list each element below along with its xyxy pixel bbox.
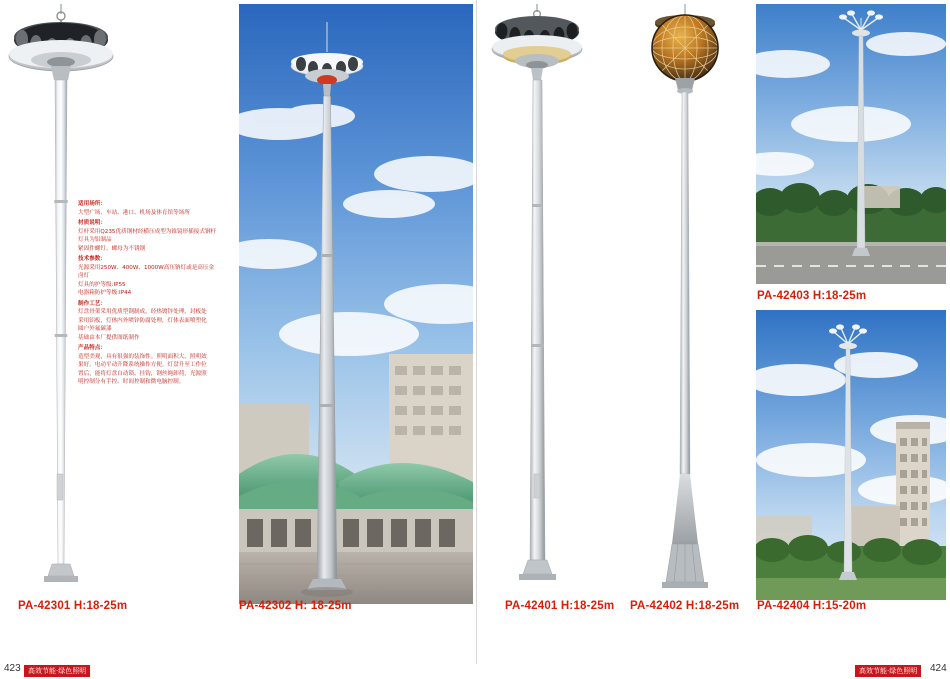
product-figure-pa-42401 — [482, 4, 622, 604]
spec-param-line4: 电器箱防护等级:IP44 — [78, 290, 132, 296]
spec-application-body: 大型广场、车站、港口、机场及体育馆等场所 — [78, 209, 190, 216]
spec-feature-line2: 果好。电动平动升降系统操作方便。灯盘升至工作位 — [78, 362, 207, 368]
spec-feature-line3: 置后，能将灯盘自动锁、挂钩，钢丝绳卸荷，光源照 — [78, 370, 207, 377]
spec-process-line2: 采用铝板，灯体内外喷锌防腐处理，灯体表面喷塑化 — [78, 317, 207, 324]
page-number-left: 423 — [4, 663, 21, 674]
footer-tagline-right: 高效节能·绿色照明 — [855, 665, 921, 677]
spec-feature-line1: 造型美观，具有很强的装饰性。照明面积大，照明效 — [78, 353, 207, 360]
caption-pa-42401: PA-42401 H:18-25m — [505, 600, 615, 612]
spec-material-line1: 灯杆采用Q235优质钢材经横压成型为锥镜形插接式钢杆 — [78, 228, 217, 235]
caption-pa-42404: PA-42404 H:15-20m — [757, 600, 867, 612]
specification-text — [78, 200, 228, 389]
spec-heading-parameters: 技术参数： — [78, 256, 106, 262]
pa-42403-photo — [756, 4, 946, 284]
spec-param-line3: 灯具的护等级:IP55 — [78, 281, 126, 288]
product-photo-pa-42302 — [239, 4, 473, 604]
spec-process-line1: 灯盘骨架采用优质型钢制成，经热镀锌处理，封板处 — [78, 309, 207, 315]
spec-material-line3: 紧固件螺钉、螺母为不锈钢 — [78, 245, 146, 252]
caption-pa-42301: PA-42301 H:18-25m — [18, 600, 128, 612]
caption-pa-42403: PA-42403 H:18-25m — [757, 290, 867, 302]
product-figure-pa-42402 — [628, 4, 748, 604]
spec-process-line3: 圆户外氟碳漆 — [78, 326, 112, 332]
product-photo-pa-42403 — [756, 4, 946, 284]
pa-42401-drawing — [482, 4, 622, 604]
spec-heading-material: 材质说明： — [78, 220, 106, 226]
pa-42302-photo — [239, 4, 473, 604]
pa-42402-drawing — [628, 4, 748, 604]
caption-pa-42302: PA-42302 H: 18-25m — [239, 600, 352, 612]
page-gutter-divider — [476, 0, 477, 664]
page-number-right: 424 — [930, 663, 947, 674]
spec-param-line1: 光源采用250W、400W、1000W高压钠灯或是高压金 — [78, 264, 215, 271]
spec-feature-line4: 明控制分有手控、时间控制和微电脑控制。 — [78, 379, 185, 385]
product-figure-pa-42301 — [4, 4, 234, 614]
footer-left — [0, 663, 475, 679]
footer-right — [475, 663, 950, 679]
spec-heading-features: 产品特点： — [78, 345, 106, 351]
spec-material-line2: 灯具为铝制品 — [78, 237, 112, 243]
product-photo-pa-42404 — [756, 310, 946, 600]
spec-process-line4: 基础由本厂提供图纸制作 — [78, 334, 140, 341]
footer-tagline-left: 高效节能·绿色照明 — [24, 665, 90, 677]
pa-42404-photo — [756, 310, 946, 600]
spec-param-line2: 卤灯 — [78, 273, 90, 279]
spec-heading-application: 适用场所： — [78, 201, 106, 207]
caption-pa-42402: PA-42402 H:18-25m — [630, 600, 740, 612]
spec-heading-process: 制作工艺： — [78, 300, 106, 307]
